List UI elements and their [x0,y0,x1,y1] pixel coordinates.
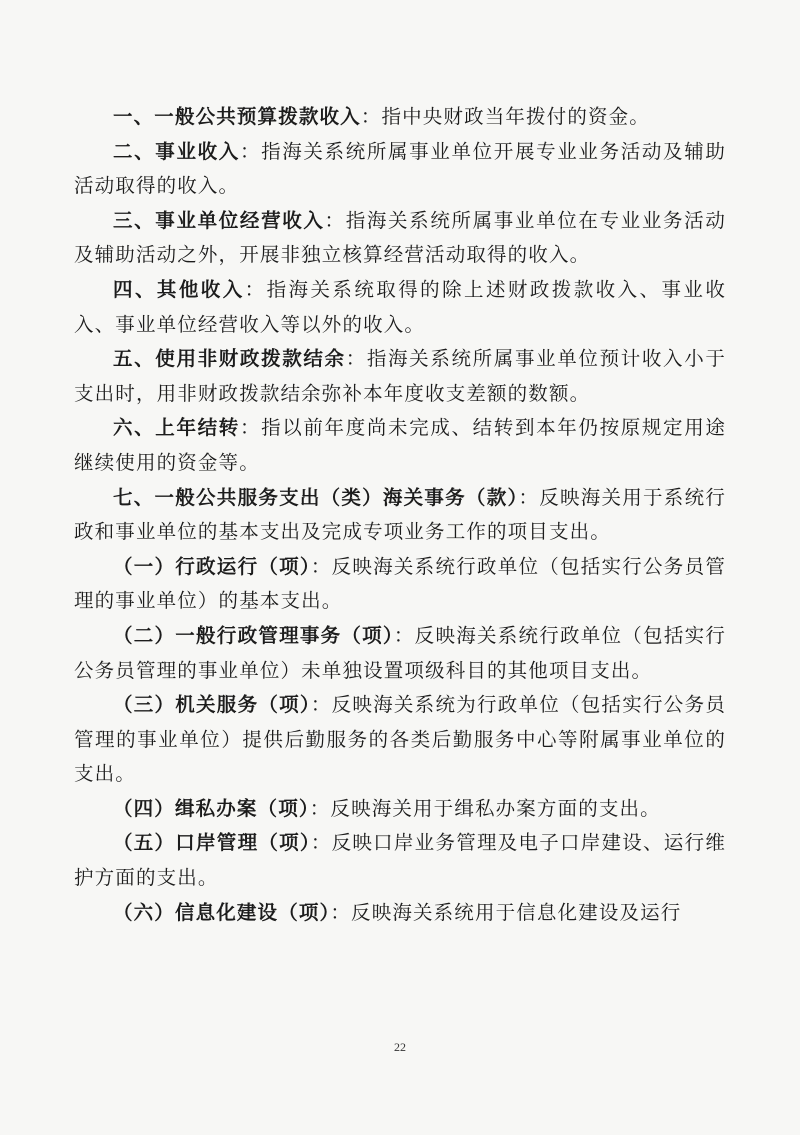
paragraph-4 [74,273,726,342]
term-definition: ：反映海关用于系统行政和事业单位的基本支出及完成专项业务工作的项目支出。 [74,485,726,544]
term-label: 七、一般公共服务支出（类）海关事务（款） [113,485,519,509]
term-definition: ：反映海关系统为行政单位（包括实行公务员管理的事业单位）提供后勤服务的各类后勤服务中心等附属事业单位的支出。 [74,693,726,786]
term-label: 一、一般公共预算拨款收入 [113,105,361,128]
term-label: （六）信息化建设（项） [113,900,331,924]
term-label: （五）口岸管理（项） [113,831,311,855]
term-definition: ：指中央财政当年拨付的资金。 [360,105,650,128]
term-definition: ：指以前年度尚未完成、结转到本年仍按原规定用途继续使用的资金等。 [74,416,726,474]
term-definition: ：反映海关用于缉私办案方面的支出。 [309,796,661,820]
paragraph-1 [74,100,726,135]
paragraph-7 [74,481,726,550]
term-label: 四、其他收入 [113,277,245,301]
term-definition: ：反映口岸业务管理及电子口岸建设、运行维护方面的支出。 [74,831,726,890]
term-label: （四）缉私办案（项） [113,796,310,820]
paragraph-9 [74,619,726,688]
term-definition: ：反映海关系统行政单位（包括实行公务员管理的事业单位）未单独设置项级科目的其他项目支出。 [74,623,726,682]
term-definition: ：指海关系统取得的除上述财政拨款收入、事业收入、事业单位经营收入等以外的收入。 [74,277,726,336]
document-body [74,100,726,930]
term-label: （二）一般行政管理事务（项） [113,623,394,647]
term-definition: ：指海关系统所属事业单位开展专业业务活动及辅助活动取得的收入。 [74,139,726,198]
paragraph-2 [74,135,726,204]
term-label: 五、使用非财政拨款结余 [113,347,346,371]
paragraph-3 [74,204,726,273]
page-number: 22 [394,1040,406,1054]
term-label: 二、事业收入 [113,139,240,163]
paragraph-11 [74,792,726,827]
term-definition: ：指海关系统所属事业单位在专业业务活动及辅助活动之外，开展非独立核算经营活动取得的收入。 [74,208,726,267]
term-label: 三、事业单位经营收入 [113,208,325,232]
term-label: （三）机关服务（项） [113,693,311,717]
paragraph-10 [74,688,726,792]
term-definition: ：反映海关系统行政单位（包括实行公务员管理的事业单位）的基本支出。 [74,554,726,613]
term-label: 六、上年结转 [113,416,240,440]
paragraph-5 [74,342,726,411]
paragraph-12 [74,826,726,895]
term-label: （一）行政运行（项） [113,554,311,578]
paragraph-8 [74,550,726,619]
term-definition: ：指海关系统所属事业单位预计收入小于支出时，用非财政拨款结余弥补本年度收支差额的数额。 [74,347,727,405]
paragraph-6 [74,411,726,480]
paragraph-13 [74,896,726,931]
term-definition: ：反映海关系统用于信息化建设及运行 [330,900,682,924]
